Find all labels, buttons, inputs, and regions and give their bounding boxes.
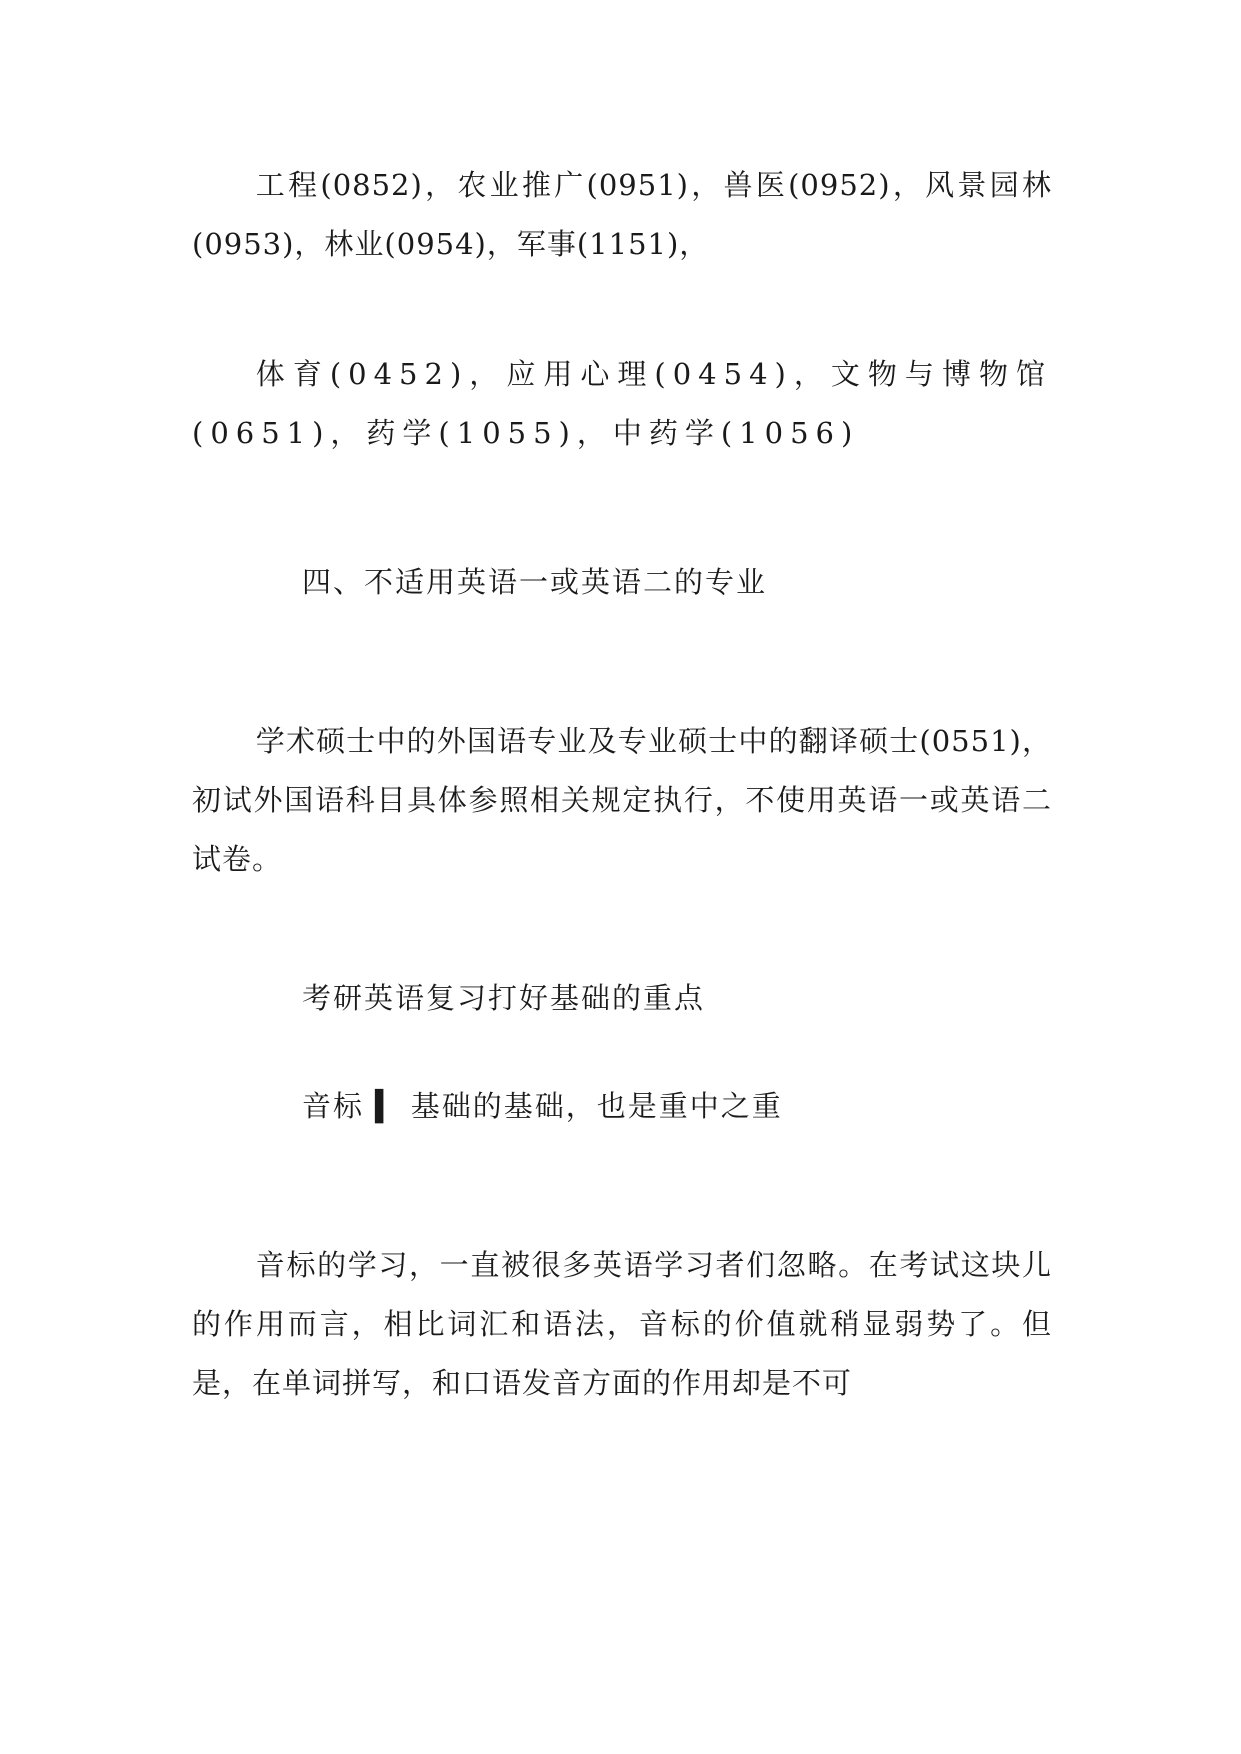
paragraph-majors-list-2: 体育(0452)，应用心理(0454)，文物与博物馆(0651)，药学(1055)，中药学(1056) [192, 357, 1052, 450]
section-heading-not-applicable: 四、不适用英语一或英语二的专业 [302, 565, 768, 599]
subheading-phonetics: 音标 ▍ 基础的基础，也是重中之重 [302, 1089, 783, 1123]
paragraph-majors-list-1: 工程(0852)，农业推广(0951)，兽医(0952)，风景园林(0953)，林业(0954)，军事(1151)， [192, 168, 1052, 261]
paragraph-foreign-language-exception: 学术硕士中的外国语专业及专业硕士中的翻译硕士(0551)，初试外国语科目具体参照相关规定执行，不使用英语一或英语二试卷。 [192, 724, 1052, 876]
paragraph-phonetics-importance: 音标的学习，一直被很多英语学习者们忽略。在考试这块儿的作用而言，相比词汇和语法，音标的价值就稍显弱势了。但是，在单词拼写，和口语发音方面的作用却是不可 [192, 1248, 1052, 1400]
section-heading-review-basics: 考研英语复习打好基础的重点 [302, 981, 706, 1015]
